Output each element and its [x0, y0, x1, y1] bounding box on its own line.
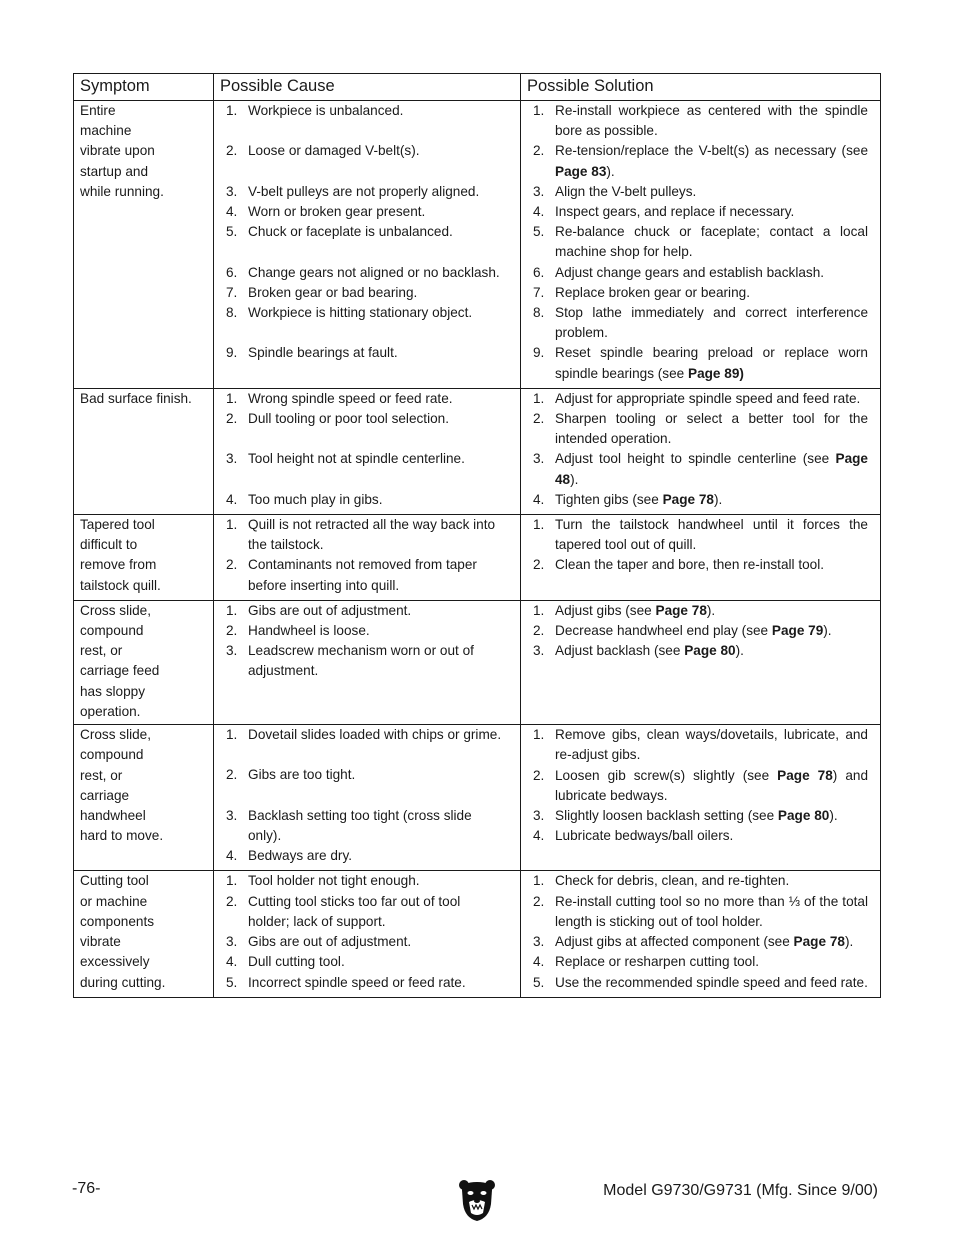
item-number: 1.	[226, 602, 238, 618]
cause-item	[226, 283, 508, 303]
item-text	[248, 141, 508, 161]
table-body	[74, 101, 881, 998]
item-text-main: Dovetail slides loaded with chips or grime.	[248, 727, 502, 743]
item-text-main: Slightly loosen backlash setting (see	[555, 807, 778, 823]
cause-item	[226, 222, 508, 242]
item-number: 3.	[533, 451, 545, 467]
item-number: 3.	[533, 807, 545, 823]
item-number: 2.	[226, 623, 238, 639]
cause-item	[226, 303, 508, 323]
symptom-line: Cross slide,	[80, 727, 152, 743]
item-text-main: Backlash setting too tight (cross slide only).	[248, 807, 472, 844]
item-text	[248, 871, 508, 891]
item-text	[248, 303, 508, 323]
page-reference: Page 80	[777, 807, 830, 823]
cause-item	[226, 641, 508, 681]
item-number: 5.	[533, 974, 545, 990]
item-text-main: Re-tension/replace the V-belt(s) as necessary (see	[555, 143, 868, 159]
item-text-main: Replace or resharpen cutting tool.	[555, 954, 760, 970]
item-text-main: Dull tooling or poor tool selection.	[248, 411, 449, 427]
solution-item	[533, 449, 868, 489]
item-number: 2.	[226, 893, 238, 909]
page-number: -76-	[72, 1180, 101, 1197]
item-text	[555, 263, 868, 283]
item-text-main: Re-balance chuck or faceplate; contact a local machine shop for help.	[555, 224, 868, 260]
symptom-line: operation.	[80, 703, 141, 719]
item-text	[248, 621, 508, 641]
page-reference: Page 78	[662, 491, 714, 507]
item-text-main: Use the recommended spindle speed and feed rate.	[555, 974, 868, 990]
symptom-cell	[74, 388, 214, 514]
item-text	[248, 101, 508, 121]
solution-item	[533, 555, 868, 575]
item-text-main: Adjust gibs (see	[555, 602, 656, 618]
page-reference: Page 89)	[688, 365, 744, 381]
item-number: 8.	[533, 305, 545, 321]
item-text-main: Leadscrew mechanism worn or out of adjustment.	[248, 643, 474, 679]
item-text	[555, 621, 868, 641]
item-text-main: Loose or damaged V-belt(s).	[248, 143, 420, 159]
symptom-line: machine	[80, 123, 132, 139]
item-text	[555, 952, 868, 972]
item-text-main: Remove gibs, clean ways/dovetails, lubricate, and re-adjust gibs.	[555, 727, 868, 763]
item-text	[248, 973, 508, 993]
cause-cell	[214, 871, 521, 997]
item-text-main: Worn or broken gear present.	[248, 203, 426, 219]
item-number: 3.	[533, 643, 545, 659]
solution-item	[533, 973, 868, 993]
cause-item	[226, 490, 508, 510]
symptom-line: carriage feed	[80, 663, 160, 679]
cause-item	[226, 952, 508, 972]
symptom-line: Cutting tool	[80, 873, 149, 889]
item-number: 3.	[226, 643, 238, 659]
item-number: 7.	[533, 284, 545, 300]
solution-item	[533, 641, 868, 661]
item-text	[248, 263, 508, 283]
troubleshooting-table	[73, 73, 881, 998]
item-text	[248, 806, 508, 846]
item-text-main: Reset spindle bearing preload or replace worn spindle bearings (see	[555, 345, 868, 381]
item-text	[248, 182, 508, 202]
cause-item	[226, 263, 508, 283]
item-text-tail: ).	[570, 471, 579, 487]
symptom-line: has sloppy	[80, 683, 145, 699]
solution-item	[533, 141, 868, 181]
item-number: 2.	[533, 623, 545, 639]
symptom-line: compound	[80, 623, 144, 639]
item-text	[555, 490, 868, 510]
item-text	[555, 892, 868, 932]
symptom-line: Cross slide,	[80, 602, 152, 618]
item-number: 5.	[226, 224, 238, 240]
item-text	[248, 409, 508, 429]
item-text	[555, 303, 868, 343]
cause-item	[226, 973, 508, 993]
cause-item	[226, 871, 508, 891]
item-text-main: Re-install cutting tool so no more than ⅓ of the total length is sticking out of tool holder.	[555, 893, 868, 929]
item-number: 4.	[226, 954, 238, 970]
item-text-main: Wrong spindle speed or feed rate.	[248, 390, 453, 406]
model-info: Model G9730/G9731 (Mfg. Since 9/00)	[603, 1182, 878, 1199]
item-text-tail: ).	[713, 491, 723, 507]
solution-item	[533, 343, 868, 383]
item-text-main: Too much play in gibs.	[248, 491, 383, 507]
cause-item	[226, 932, 508, 952]
item-text	[555, 766, 868, 806]
item-number: 1.	[226, 103, 238, 118]
item-number: 1.	[533, 517, 545, 533]
item-text-main: Gibs are out of adjustment.	[248, 602, 412, 618]
item-number: 8.	[226, 304, 238, 320]
item-text-main: Sharpen tooling or select a better tool for the intended operation.	[555, 411, 868, 447]
item-text-main: Loosen gib screw(s) slightly (see	[555, 767, 778, 783]
symptom-line: hard to move.	[80, 828, 164, 844]
item-text-main: Workpiece is hitting stationary object.	[248, 304, 473, 320]
item-text	[248, 343, 508, 363]
item-number: 2.	[226, 767, 238, 783]
cause-item	[226, 449, 508, 469]
item-text-main: Adjust tool height to spindle centerline (see	[555, 451, 836, 467]
item-text	[248, 846, 508, 866]
item-text-main: Tighten gibs (see	[555, 491, 663, 507]
item-text-main: Gibs are too tight.	[248, 767, 356, 783]
solution-item	[533, 101, 868, 141]
item-text-tail: ).	[844, 934, 854, 950]
item-number: 6.	[533, 264, 545, 280]
solution-cell	[521, 725, 881, 871]
item-text	[555, 555, 868, 575]
solution-item	[533, 182, 868, 202]
item-text	[248, 555, 508, 595]
solution-item	[533, 601, 868, 621]
solution-item	[533, 806, 868, 826]
table-row	[74, 871, 881, 997]
item-number: 5.	[533, 224, 545, 240]
symptom-line: startup and	[80, 163, 149, 179]
item-text-tail: ) and lubricate bedways.	[555, 767, 869, 803]
symptom-line: Entire	[80, 103, 116, 118]
item-text	[555, 641, 868, 661]
item-text	[555, 826, 868, 846]
cause-cell	[214, 388, 521, 514]
item-text	[248, 490, 508, 510]
solution-item	[533, 263, 868, 283]
item-text	[248, 765, 508, 785]
solution-item	[533, 283, 868, 303]
symptom-line: vibrate	[80, 934, 121, 950]
solution-item	[533, 871, 868, 891]
item-text-main: Change gears not aligned or no backlash.	[248, 264, 500, 280]
item-text	[248, 389, 508, 409]
item-number: 4.	[533, 491, 545, 507]
cause-item	[226, 892, 508, 932]
page-reference: Page 79	[771, 623, 824, 639]
symptom-cell	[74, 725, 214, 871]
solution-item	[533, 725, 868, 765]
item-number: 1.	[226, 873, 238, 889]
cause-item	[226, 343, 508, 363]
item-number: 9.	[226, 345, 238, 361]
cause-item	[226, 202, 508, 222]
cause-item	[226, 846, 508, 866]
solution-item	[533, 932, 868, 952]
item-text	[555, 806, 868, 826]
cause-item	[226, 182, 508, 202]
cause-item	[226, 601, 508, 621]
page-reference: Page 78	[655, 602, 707, 618]
cause-item	[226, 515, 508, 555]
symptom-line: tailstock quill.	[80, 577, 161, 593]
item-text-main: Handwheel is loose.	[248, 623, 370, 639]
item-text	[555, 343, 868, 383]
item-text	[248, 952, 508, 972]
symptom-cell	[74, 101, 214, 389]
item-number: 9.	[533, 345, 545, 361]
item-text	[555, 101, 868, 141]
item-number: 1.	[226, 390, 238, 406]
item-text	[248, 222, 508, 242]
item-text	[555, 389, 868, 409]
item-text-main: Turn the tailstock handwheel until it forces the tapered tool out of quill.	[555, 517, 868, 553]
table-row	[74, 101, 881, 389]
item-text-main: Quill is not retracted all the way back into the tailstock.	[248, 517, 496, 553]
item-number: 3.	[533, 183, 545, 199]
solution-item	[533, 826, 868, 846]
item-number: 3.	[226, 934, 238, 950]
solution-item	[533, 952, 868, 972]
item-number: 4.	[226, 848, 238, 864]
item-text	[248, 892, 508, 932]
solution-item	[533, 409, 868, 449]
bear-logo-icon	[458, 1178, 496, 1222]
symptom-line: carriage	[80, 787, 130, 803]
item-number: 2.	[533, 893, 545, 909]
item-text-main: Cutting tool sticks too far out of tool holder; lack of support.	[248, 893, 461, 929]
item-text	[555, 141, 868, 181]
cause-cell	[214, 515, 521, 601]
item-number: 7.	[226, 284, 238, 300]
item-text-main: Adjust change gears and establish backlash.	[555, 264, 825, 280]
page-reference: Page 78	[777, 767, 833, 783]
item-text	[248, 515, 508, 555]
item-text-main: V-belt pulleys are not properly aligned.	[248, 183, 480, 199]
page-reference: Page 78	[793, 934, 845, 950]
item-text	[555, 283, 868, 303]
page-reference: Page 48	[555, 451, 868, 487]
item-text	[555, 725, 868, 765]
item-text	[248, 449, 508, 469]
item-number: 2.	[226, 557, 238, 573]
item-number: 3.	[226, 451, 238, 467]
symptom-line: difficult to	[80, 537, 138, 553]
item-text	[555, 601, 868, 621]
item-text-main: Spindle bearings at fault.	[248, 345, 398, 361]
item-text	[555, 202, 868, 222]
item-text-main: Workpiece is unbalanced.	[248, 103, 404, 118]
symptom-line: compound	[80, 747, 144, 763]
item-number: 4.	[226, 203, 238, 219]
cause-item	[226, 725, 508, 745]
cause-item	[226, 806, 508, 846]
symptom-line: excessively	[80, 954, 150, 970]
item-number: 1.	[533, 602, 545, 618]
header-symptom: Symptom	[74, 74, 214, 101]
page-reference: Page 80	[684, 643, 736, 659]
cause-cell	[214, 725, 521, 871]
table-header-row	[74, 74, 881, 101]
item-text-main: Align the V-belt pulleys.	[555, 183, 697, 199]
solution-cell	[521, 871, 881, 997]
item-number: 1.	[533, 103, 545, 118]
header-possible-cause: Possible Cause	[214, 74, 521, 101]
item-text-main: Adjust backlash (see	[555, 643, 685, 659]
item-text-main: Adjust for appropriate spindle speed and feed rate.	[555, 390, 861, 406]
page-reference: Page 83	[555, 163, 607, 179]
solution-item	[533, 490, 868, 510]
symptom-line: components	[80, 913, 155, 929]
symptom-cell	[74, 871, 214, 997]
item-text-main: Inspect gears, and replace if necessary.	[555, 204, 795, 220]
item-number: 5.	[226, 974, 238, 990]
solution-cell	[521, 101, 881, 389]
item-text	[248, 725, 508, 745]
item-text	[555, 973, 868, 993]
item-text-main: Lubricate bedways/ball oilers.	[555, 828, 734, 844]
cause-item	[226, 765, 508, 785]
table-row	[74, 515, 881, 601]
item-text	[555, 449, 868, 489]
solution-cell	[521, 600, 881, 724]
item-number: 4.	[533, 828, 545, 844]
item-text-main: Bedways are dry.	[248, 848, 353, 864]
item-text-main: Dull cutting tool.	[248, 954, 345, 970]
item-text-main: Incorrect spindle speed or feed rate.	[248, 974, 466, 990]
item-number: 6.	[226, 264, 238, 280]
item-text-main: Tool holder not tight enough.	[248, 873, 420, 889]
cause-item	[226, 101, 508, 121]
symptom-line: handwheel	[80, 807, 146, 823]
cause-item	[226, 141, 508, 161]
item-text-tail: ).	[823, 623, 832, 639]
item-number: 2.	[533, 143, 545, 159]
item-text-main: Clean the taper and bore, then re-install tool.	[555, 557, 825, 573]
cause-item	[226, 555, 508, 595]
item-number: 1.	[533, 390, 545, 406]
cause-cell	[214, 600, 521, 724]
item-number: 1.	[226, 517, 238, 533]
solution-cell	[521, 515, 881, 601]
item-number: 1.	[533, 727, 545, 743]
item-text-main: Adjust gibs at affected component (see	[555, 934, 794, 950]
item-text	[555, 182, 868, 202]
item-text-main: Check for debris, clean, and re-tighten.	[555, 873, 790, 889]
item-text-main: Gibs are out of adjustment.	[248, 934, 412, 950]
item-text	[555, 932, 868, 952]
cause-item	[226, 409, 508, 429]
item-text-tail: ).	[606, 163, 615, 179]
header-possible-solution: Possible Solution	[521, 74, 881, 101]
symptom-line: rest, or	[80, 767, 123, 783]
item-text	[555, 515, 868, 555]
symptom-line: during cutting.	[80, 974, 166, 990]
solution-item	[533, 389, 868, 409]
table-row	[74, 388, 881, 514]
item-text-main: Tool height not at spindle centerline.	[248, 451, 465, 467]
item-text-tail: ).	[706, 602, 716, 618]
item-text	[248, 641, 508, 681]
item-text	[555, 222, 868, 262]
item-text-main: Chuck or faceplate is unbalanced.	[248, 224, 453, 240]
solution-item	[533, 621, 868, 641]
item-number: 2.	[226, 411, 238, 427]
item-number: 4.	[533, 204, 545, 220]
solution-item	[533, 766, 868, 806]
item-text-main: Re-install workpiece as centered with the spindle bore as possible.	[555, 103, 868, 139]
symptom-line: vibrate upon	[80, 143, 155, 159]
item-text	[248, 932, 508, 952]
symptom-line: rest, or	[80, 643, 123, 659]
solution-cell	[521, 388, 881, 514]
solution-item	[533, 515, 868, 555]
item-number: 1.	[226, 727, 238, 743]
cause-item	[226, 621, 508, 641]
item-text	[555, 871, 868, 891]
item-text-main: Contaminants not removed from taper before inserting into quill.	[248, 557, 477, 593]
item-number: 1.	[533, 873, 545, 889]
symptom-line: Bad surface finish.	[80, 390, 192, 406]
item-text-main: Decrease handwheel end play (see	[555, 623, 772, 639]
item-number: 2.	[533, 557, 545, 573]
item-text-main: Stop lathe immediately and correct interference problem.	[555, 305, 868, 341]
item-number: 2.	[533, 411, 545, 427]
item-text	[555, 409, 868, 449]
item-text-tail: ).	[829, 807, 838, 823]
solution-item	[533, 303, 868, 343]
item-number: 3.	[226, 183, 238, 199]
solution-item	[533, 892, 868, 932]
solution-item	[533, 222, 868, 262]
item-number: 3.	[226, 807, 238, 823]
symptom-line: remove from	[80, 557, 157, 573]
item-text	[248, 202, 508, 222]
item-number: 3.	[533, 934, 545, 950]
symptom-cell	[74, 600, 214, 724]
symptom-line: or machine	[80, 893, 148, 909]
item-number: 4.	[533, 954, 545, 970]
solution-item	[533, 202, 868, 222]
symptom-cell	[74, 515, 214, 601]
table-row	[74, 725, 881, 871]
item-text	[248, 283, 508, 303]
symptom-line: while running.	[80, 183, 164, 199]
cause-cell	[214, 101, 521, 389]
item-text	[248, 601, 508, 621]
item-text-main: Broken gear or bad bearing.	[248, 284, 418, 300]
item-number: 2.	[533, 767, 545, 783]
item-text-main: Replace broken gear or bearing.	[555, 284, 750, 300]
item-text-tail: ).	[735, 643, 744, 659]
symptom-line: Tapered tool	[80, 517, 155, 533]
item-number: 4.	[226, 491, 238, 507]
item-number: 2.	[226, 143, 238, 159]
cause-item	[226, 389, 508, 409]
table-row	[74, 600, 881, 724]
